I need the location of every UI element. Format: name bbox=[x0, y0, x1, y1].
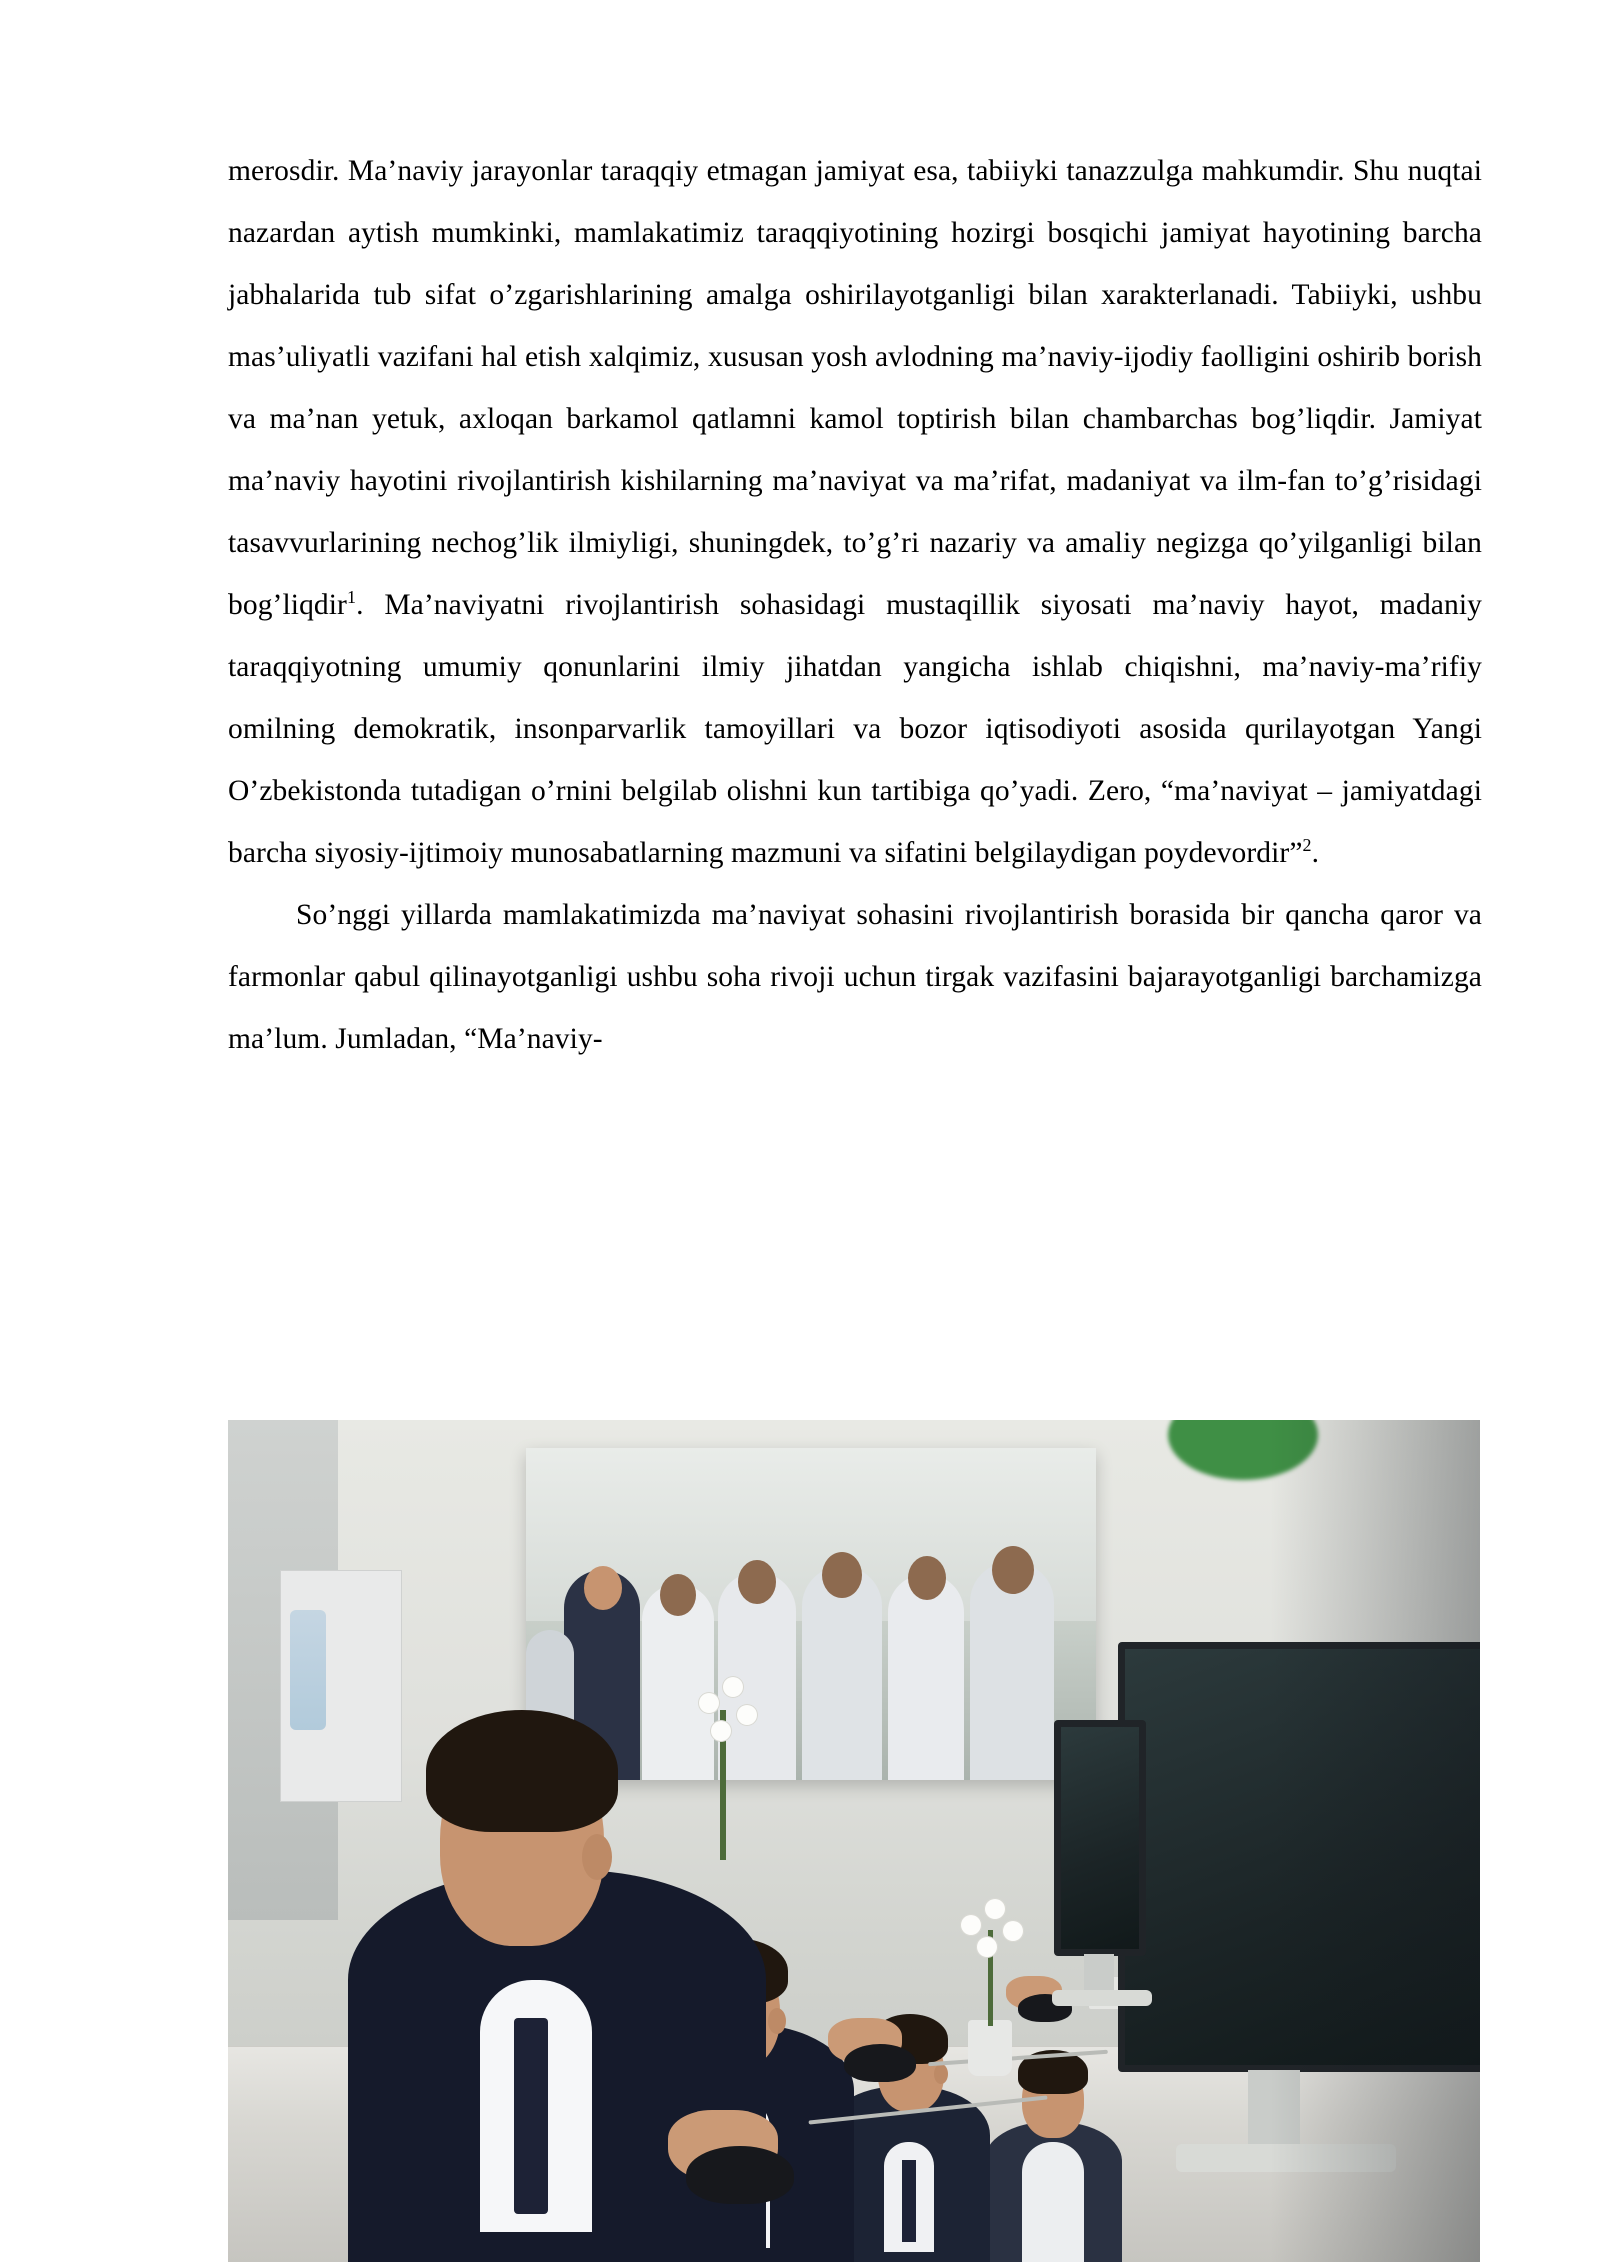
student-1-ear bbox=[582, 1834, 612, 1880]
poster-head-6 bbox=[992, 1546, 1034, 1594]
monitor-second-screen bbox=[1061, 1727, 1139, 1949]
monitor-second-base bbox=[1052, 1990, 1152, 2006]
paragraph-2 bbox=[228, 884, 1482, 1070]
flower-3 bbox=[1002, 1920, 1024, 1942]
flower-7 bbox=[736, 1704, 758, 1726]
paragraph-1-text: merosdir. Ma’naviy jarayonlar taraqqiy etmagan jamiyat esa, tabiiyki tanazzulga mahkumdir. Shu nuqtai nazardan aytish mumkinki, mamlakatimiz taraqqiyotining hozirgi bosqichi jamiyat hayotining barcha jabhalarida tub sifat o’zgarishlarining amalga oshirilayotganligi bilan xarakterlanadi. Tabiiyki, ushbu mas’uliyatli vazifani hal etish xalqimiz, xususan yosh avlodning ma’naviy-ijodiy faolligini oshirib borish va ma’nan yetuk, axloqan barkamol qatlamni kamol toptirish bilan chambarchas bog’liqdir. Jamiyat ma’naviy hayotini rivojlantirish kishilarning ma’naviyat va ma’rifat, madaniyat va ilm-fan to’g’risidagi tasavvurlarining nechog’lik ilmiyligi, shuningdek, to’g’ri nazariy va amaliy negizga qo’yilganligi bilan bog’liqdir bbox=[228, 155, 1482, 621]
flower-4 bbox=[976, 1936, 998, 1958]
poster-head-1 bbox=[584, 1566, 622, 1610]
paragraph-1: merosdir. Ma’naviy jarayonlar taraqqiy etmagan jamiyat esa, tabiiyki tanazzulga mahkumdir. Shu nuqtai nazardan aytish mumkinki, mamlakatimiz taraqqiyotining hozirgi bosqichi jamiyat hayotining barcha jabhalarida tub sifat o’zgarishlarining amalga oshirilayotganligi bilan xarakterlanadi. Tabiiyki, ushbu mas’uliyatli vazifani hal etish xalqimiz, xususan yosh avlodning ma’naviy-ijodiy faolligini oshirib borish va ma’nan yetuk, axloqan barkamol qatlamni kamol toptirish bilan chambarchas bog’liqdir. Jamiyat ma’naviy hayotini rivojlantirish kishilarning ma’naviyat va ma’rifat, madaniyat va ilm-fan to’g’risidagi tasavvurlarining nechog’lik ilmiyligi, shuningdek, to’g’ri nazariy va amaliy negizga qo’yilganligi bilan bog’liqdir$^1$. Ma’naviyatni rivojlantirish sohasidagi mustaqillik siyosati ma’naviy hayot, madaniy taraqqiyotning umumiy qonunlarini ilmiy jihatdan yangicha ishlab chiqishni, ma’naviy-ma’rifiy omilning demokratik, insonparvarlik tamoyillari va bozor iqtisodiyoti asosida qurilayotgan Yangi O’zbekistonda tutadigan o’rnini belgilab olishni kun tartibiga qo’yadi. Zero, “ma’naviyat – jamiyatdagi barcha siyosiy-ijtimoiy munosabatlarning mazmuni va sifatini belgilaydigan poydevordir”$^2$. bbox=[228, 155, 1482, 869]
student-3-tie bbox=[902, 2160, 916, 2242]
monitor-second bbox=[1054, 1720, 1146, 1956]
paragraph-2-text: So’nggi yillarda mamlakatimizda ma’naviyat sohasini rivojlantirish borasida bir qancha qaror va farmonlar qabul qilinayotganligi ushbu soha rivoji uchun tirgak vazifasini bajarayotganligi barchamizga ma’lum. Jumladan, “Ma’naviy- bbox=[228, 899, 1482, 1055]
flower-2 bbox=[984, 1898, 1006, 1920]
figure-image bbox=[228, 1420, 1480, 2262]
flower-1 bbox=[960, 1914, 982, 1936]
footnote-marker-2: 2 bbox=[1302, 835, 1312, 856]
wall-poster-small bbox=[290, 1610, 326, 1730]
student-4-shirt bbox=[1022, 2142, 1084, 2262]
poster-head-4 bbox=[822, 1552, 862, 1598]
poster-head-3 bbox=[738, 1560, 776, 1604]
poster-head-2 bbox=[660, 1574, 696, 1616]
photo-vignette-right bbox=[1270, 1420, 1480, 2262]
flower-vase bbox=[968, 2020, 1012, 2076]
footnote-marker-1: 1 bbox=[347, 587, 357, 608]
student-2-mouse bbox=[844, 2044, 916, 2082]
poster-figure-4 bbox=[802, 1566, 882, 1780]
student-3-ear bbox=[934, 2064, 948, 2084]
flower-5 bbox=[698, 1692, 720, 1714]
monitor-second-stand bbox=[1084, 1954, 1114, 1994]
text-column bbox=[228, 140, 1482, 1070]
student-1-tie bbox=[514, 2018, 548, 2214]
student-1-hair bbox=[426, 1710, 618, 1832]
poster-figure-5 bbox=[888, 1574, 964, 1780]
paragraph-1-continued: . Ma’naviyatni rivojlantirish sohasidagi mustaqillik siyosati ma’naviy hayot, madaniy taraqqiyotning umumiy qonunlarini ilmiy jihatdan yangicha ishlab chiqishni, ma’naviy-ma’rifiy omilning demokratik, insonparvarlik tamoyillari va bozor iqtisodiyoti asosida qurilayotgan Yangi O’zbekistonda tutadigan o’rnini belgilab olishni kun tartibiga qo’yadi. Zero, “ma’naviyat – jamiyatdagi barcha siyosiy-ijtimoiy munosabatlarning mazmuni va sifatini belgilaydigan poydevordir” bbox=[228, 589, 1482, 869]
poster-head-5 bbox=[908, 1556, 946, 1600]
classroom-computer-lab-photo bbox=[228, 1420, 1480, 2262]
flower-6 bbox=[722, 1676, 744, 1698]
flower-8 bbox=[710, 1720, 732, 1742]
student-2-ear bbox=[768, 2008, 786, 2034]
student-1-mouse bbox=[686, 2146, 794, 2204]
poster-figure-6 bbox=[970, 1562, 1054, 1780]
